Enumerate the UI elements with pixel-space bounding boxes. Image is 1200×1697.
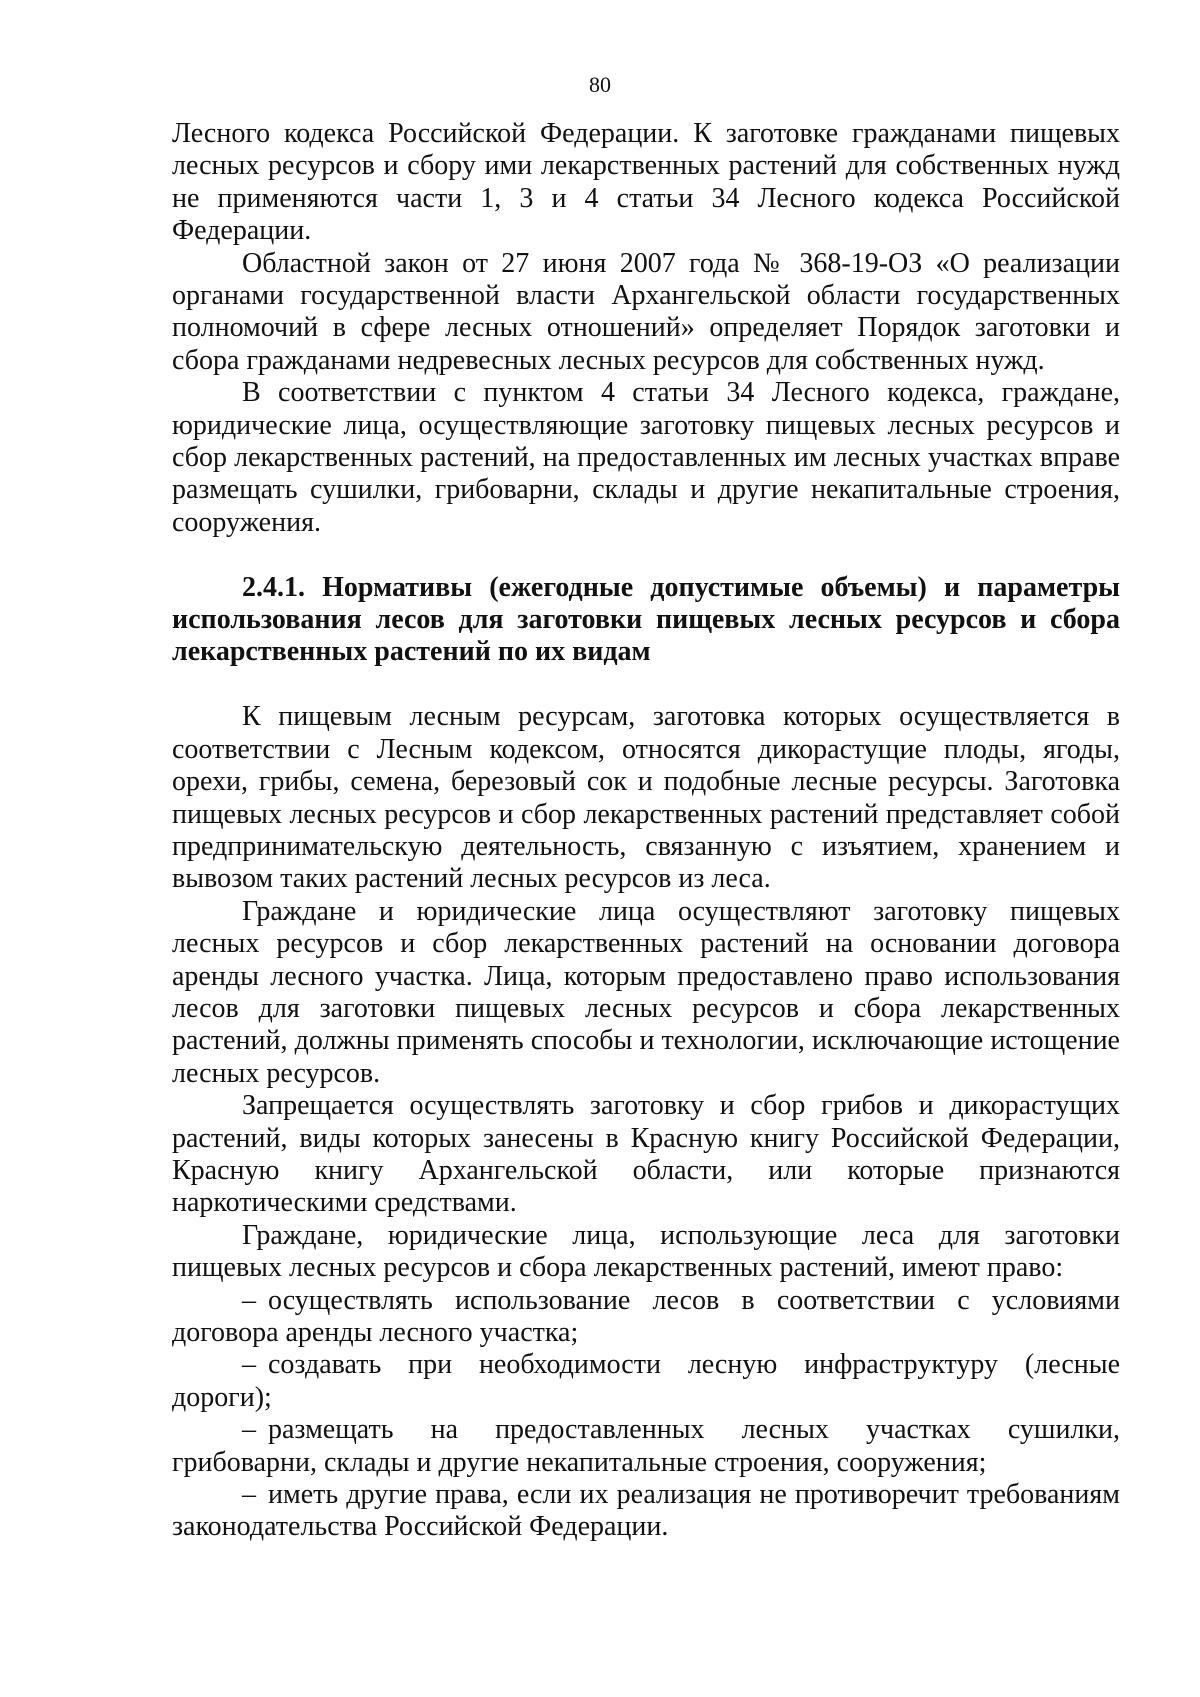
- paragraph-6: Запрещается осуществлять заготовку и сбор грибов и дикорастущих растений, виды которых занесены в Красную книгу Российской Федерации, Красную книгу Архангельской области, или которые признаются наркотическими средствами.: [172, 1090, 1120, 1219]
- list-item-text: создавать при необходимости лесную инфраструктуру (лесные дороги);: [172, 1349, 1120, 1413]
- list-item-text: осуществлять использование лесов в соответствии с условиями договора аренды лесного участка;: [172, 1284, 1120, 1348]
- list-item-text: иметь другие права, если их реализация не противоречит требованиям законодательства Российской Федерации.: [172, 1479, 1120, 1543]
- list-item: [172, 1479, 1120, 1544]
- list-item: [172, 1285, 1120, 1350]
- list-dash: –: [242, 1284, 256, 1316]
- list-item: [172, 1349, 1120, 1414]
- paragraph-3: В соответствии с пунктом 4 статьи 34 Лесного кодекса, граждане, юридические лица, осуществляющие заготовку пищевых лесных ресурсов и сбор лекарственных растений, на предоставленных им лесных участках вправе размещать сушилки, грибоварни, склады и другие некапитальные строения, сооружения.: [172, 377, 1120, 538]
- section-heading: 2.4.1. Нормативы (ежегодные допустимые объемы) и параметры использования лесов для заготовки пищевых лесных ресурсов и сбора лекарственных растений по их видам: [172, 571, 1120, 668]
- paragraph-7: Граждане, юридические лица, использующие леса для заготовки пищевых лесных ресурсов и сбора лекарственных растений, имеют право:: [172, 1219, 1120, 1284]
- list-dash: –: [242, 1414, 256, 1446]
- paragraph-1: Лесного кодекса Российской Федерации. К заготовке гражданами пищевых лесных ресурсов и сбору ими лекарственных растений для собственных нужд не применяются части 1, 3 и 4 статьи 34 Лесного кодекса Российской Федерации.: [172, 118, 1120, 247]
- page-number: 80: [589, 72, 611, 97]
- paragraph-5: Граждане и юридические лица осуществляют заготовку пищевых лесных ресурсов и сбор лекарственных растений на основании договора аренды лесного участка. Лица, которым предоставлено право использования лесов для заготовки пищевых лесных ресурсов и сбора лекарственных растений, должны применять способы и технологии, исключающие истощение лесных ресурсов.: [172, 895, 1120, 1089]
- document-body: [172, 118, 1120, 1544]
- paragraph-2: Областной закон от 27 июня 2007 года № 368-19-ОЗ «О реализации органами государственной власти Архангельской области государственных полномочий в сфере лесных отношений» определяет Порядок заготовки и сбора гражданами недревесных лесных ресурсов для собственных нужд.: [172, 247, 1120, 376]
- list-item: [172, 1414, 1120, 1479]
- list-dash: –: [242, 1349, 256, 1381]
- list-item-text: размещать на предоставленных лесных участках сушилки, грибоварни, склады и другие некапитальные строения, сооружения;: [172, 1414, 1120, 1478]
- paragraph-4: К пищевым лесным ресурсам, заготовка которых осуществляется в соответствии с Лесным кодексом, относятся дикорастущие плоды, ягоды, орехи, грибы, семена, березовый сок и подобные лесные ресурсы. Заготовка пищевых лесных ресурсов и сбор лекарственных растений представляет собой предпринимательскую деятельность, связанную с изъятием, хранением и вывозом таких растений лесных ресурсов из леса.: [172, 701, 1120, 895]
- list-dash: –: [242, 1479, 256, 1511]
